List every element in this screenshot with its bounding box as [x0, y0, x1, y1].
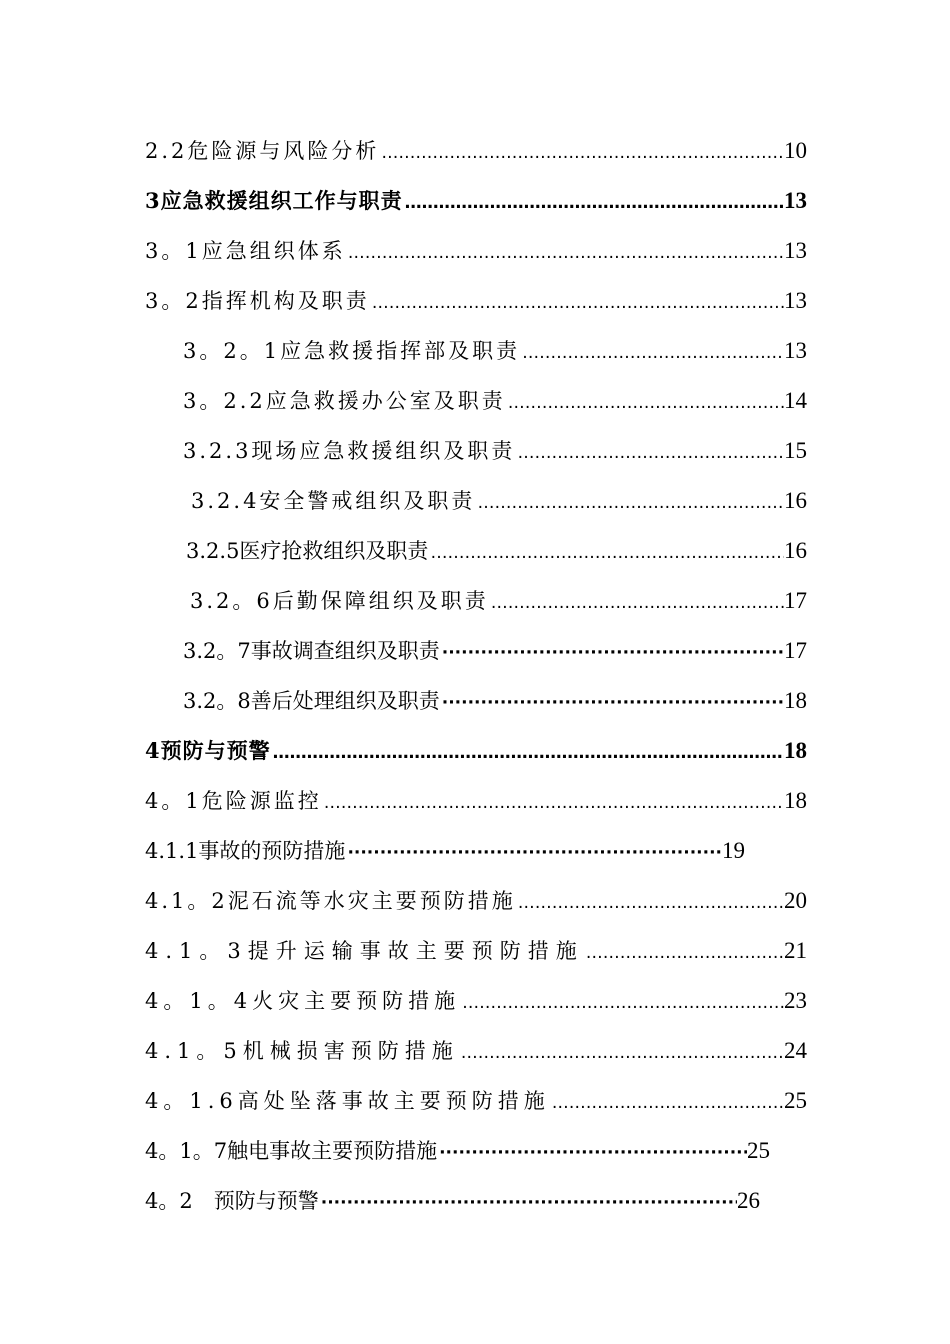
- toc-entry[interactable]: [145, 1186, 760, 1216]
- toc-entry-page: 24: [784, 1038, 807, 1063]
- toc-entry-chapter[interactable]: [145, 736, 807, 766]
- toc-entry[interactable]: [190, 586, 807, 616]
- toc-entry-title: 3.2.3现场应急救援组织及职责: [183, 439, 516, 463]
- toc-entry-page: 17: [784, 638, 807, 663]
- toc-entry-page: 14: [784, 388, 807, 413]
- toc-entry-title: 4。1危险源监控: [145, 789, 322, 813]
- toc-leader-dots: [428, 538, 784, 568]
- toc-entry[interactable]: [145, 986, 807, 1016]
- toc-entry[interactable]: [183, 686, 807, 716]
- toc-entry-page: 13: [784, 188, 807, 213]
- toc-leader-dots: [346, 238, 784, 268]
- toc-leader-dots: [271, 738, 784, 768]
- toc-entry-title: 4。1。4火灾主要预防措施: [145, 989, 461, 1013]
- toc-entry-page: 13: [784, 288, 807, 313]
- toc-entry[interactable]: [145, 936, 807, 966]
- toc-entry[interactable]: [145, 1086, 807, 1116]
- toc-entry[interactable]: [145, 886, 807, 916]
- toc-leader-dots: [322, 788, 784, 818]
- toc-entry[interactable]: [145, 1136, 770, 1166]
- toc-entry[interactable]: [145, 136, 807, 166]
- toc-entry-title: 4。1。7触电事故主要预防措施: [145, 1139, 438, 1163]
- toc-entry-page: 23: [784, 988, 807, 1013]
- toc-entry-title: 3。2。1应急救援指挥部及职责: [183, 339, 521, 363]
- toc-entry-title: 4.1。2泥石流等水灾主要预防措施: [145, 889, 516, 913]
- toc-entry[interactable]: [183, 336, 807, 366]
- toc-leader-dots: [459, 1038, 784, 1068]
- toc-entry-page: 25: [784, 1088, 807, 1113]
- toc-leader-dots: [584, 938, 784, 968]
- toc-leader-dots: [370, 288, 784, 318]
- toc-leader-dots: [440, 688, 784, 718]
- toc-leader-dots: [506, 388, 784, 418]
- toc-entry-page: 19: [722, 838, 745, 863]
- toc-entry-page: 13: [784, 338, 807, 363]
- toc-entry[interactable]: [145, 236, 807, 266]
- toc-entry[interactable]: [145, 836, 745, 866]
- toc-entry-title: 3.2。6后勤保障组织及职责: [190, 589, 489, 613]
- toc-leader-dots: [345, 838, 722, 868]
- toc-entry-title: 4。2 预防与预警: [145, 1189, 319, 1213]
- toc-entry-title: 3。2指挥机构及职责: [145, 289, 370, 313]
- toc-entry-title: 4.1。5机械损害预防措施: [145, 1039, 459, 1063]
- toc-entry[interactable]: [186, 536, 807, 566]
- toc-entry-page: 18: [784, 738, 807, 763]
- toc-entry-page: 25: [747, 1138, 770, 1163]
- toc-entry-page: 16: [784, 538, 807, 563]
- toc-leader-dots: [319, 1188, 737, 1218]
- toc-entry[interactable]: [183, 436, 807, 466]
- toc-entry-title: 4预防与预警: [145, 738, 271, 763]
- toc-entry-page: 18: [784, 688, 807, 713]
- toc-leader-dots: [440, 638, 784, 668]
- toc-entry-page: 16: [784, 488, 807, 513]
- toc-leader-dots: [475, 488, 784, 518]
- toc-leader-dots: [437, 1138, 747, 1168]
- toc-leader-dots: [515, 438, 784, 468]
- toc-leader-dots: [516, 888, 784, 918]
- toc-entry-page: 26: [737, 1188, 760, 1213]
- toc-entry-chapter[interactable]: [145, 186, 807, 216]
- toc-entry-title: 3.2.5医疗抢救组织及职责: [186, 539, 429, 563]
- toc-entry-title: 3应急救援组织工作与职责: [145, 188, 403, 213]
- toc-entry-title: 4.1.1事故的预防措施: [145, 839, 346, 863]
- toc-entry-page: 10: [784, 138, 807, 163]
- toc-entry[interactable]: [145, 1036, 807, 1066]
- toc-entry-page: 13: [784, 238, 807, 263]
- toc-leader-dots: [403, 188, 784, 218]
- toc-entry[interactable]: [145, 286, 807, 316]
- toc-entry-page: 21: [784, 938, 807, 963]
- toc-entry[interactable]: [183, 386, 807, 416]
- toc-entry-title: 3.2。7事故调查组织及职责: [183, 639, 440, 663]
- toc-entry[interactable]: [145, 786, 807, 816]
- toc-leader-dots: [489, 588, 784, 618]
- toc-entry-page: 17: [784, 588, 807, 613]
- toc-leader-dots: [460, 988, 784, 1018]
- toc-entry-page: 20: [784, 888, 807, 913]
- toc-leader-dots: [520, 338, 784, 368]
- toc-entry-title: 3。1应急组织体系: [145, 239, 346, 263]
- toc-entry-title: 4。1.6高处坠落事故主要预防措施: [145, 1089, 550, 1113]
- toc-entry-title: 3.2.4安全警戒组织及职责: [191, 489, 476, 513]
- toc-leader-dots: [550, 1088, 784, 1118]
- toc-entry-page: 18: [784, 788, 807, 813]
- toc-entry-page: 15: [784, 438, 807, 463]
- toc-entry[interactable]: [183, 636, 807, 666]
- toc-entry-title: 3.2。8善后处理组织及职责: [183, 689, 440, 713]
- toc-entry-title: 2.2危险源与风险分析: [145, 139, 380, 163]
- toc-entry-title: 4.1。3提升运输事故主要预防措施: [145, 939, 584, 963]
- toc-entry[interactable]: [191, 486, 807, 516]
- toc-leader-dots: [379, 138, 784, 168]
- toc-entry-title: 3。2.2应急救援办公室及职责: [183, 389, 506, 413]
